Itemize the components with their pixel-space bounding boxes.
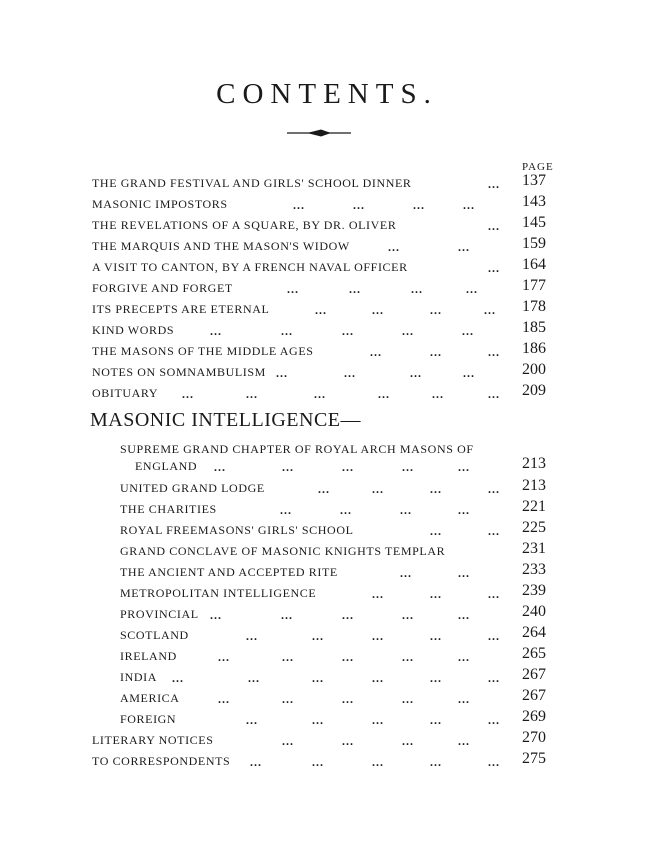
leader-dots: ... — [372, 629, 384, 643]
toc-entry-page: 159 — [522, 235, 546, 252]
leader-dots: ... — [353, 198, 365, 212]
leader-dots: ... — [400, 503, 412, 517]
leader-dots: ... — [458, 650, 470, 664]
toc-entry-title: A VISIT TO CANTON, BY A FRENCH NAVAL OFFICER — [92, 260, 408, 274]
leader-dots: ... — [372, 713, 384, 727]
toc-entry-page: 267 — [522, 687, 546, 704]
leader-dots: ... — [210, 608, 222, 622]
leader-dots: ... — [281, 324, 293, 338]
toc-entry-title: SCOTLAND — [120, 628, 189, 642]
toc-entry-title: PROVINCIAL — [120, 607, 199, 621]
leader-dots: ... — [342, 608, 354, 622]
leader-dots: ... — [488, 482, 500, 496]
toc-entry[interactable] — [0, 235, 654, 257]
leader-dots: ... — [342, 460, 354, 474]
toc-entry[interactable] — [0, 624, 654, 646]
toc-entry-title: TO CORRESPONDENTS — [92, 754, 231, 768]
leader-dots: ... — [372, 671, 384, 685]
toc-entry-title-continued: ENGLAND — [135, 459, 198, 473]
leader-dots: ... — [411, 282, 423, 296]
toc-entry-title: FOREIGN — [120, 712, 177, 726]
leader-dots: ... — [344, 366, 356, 380]
toc-entry[interactable] — [0, 172, 654, 194]
leader-dots: ... — [402, 734, 414, 748]
leader-dots: ... — [458, 734, 470, 748]
leader-dots: ... — [430, 587, 442, 601]
leader-dots: ... — [372, 482, 384, 496]
toc-entry-title: ITS PRECEPTS ARE ETERNAL — [92, 302, 270, 316]
leader-dots: ... — [282, 650, 294, 664]
toc-entry[interactable] — [0, 540, 654, 562]
leader-dots: ... — [466, 282, 478, 296]
leader-dots: ... — [182, 387, 194, 401]
leader-dots: ... — [340, 503, 352, 517]
toc-entry-page: 186 — [522, 340, 546, 357]
toc-entry[interactable] — [0, 561, 654, 583]
leader-dots: ... — [488, 671, 500, 685]
toc-entry-title: UNITED GRAND LODGE — [120, 481, 265, 495]
toc-entry-title: OBITUARY — [92, 386, 159, 400]
toc-entry[interactable] — [0, 193, 654, 215]
leader-dots: ... — [488, 177, 500, 191]
leader-dots: ... — [246, 387, 258, 401]
toc-entry[interactable] — [0, 214, 654, 236]
leader-dots: ... — [282, 692, 294, 706]
leader-dots: ... — [488, 219, 500, 233]
leader-dots: ... — [488, 587, 500, 601]
toc-entry-page: 143 — [522, 193, 546, 210]
toc-entry-page: 137 — [522, 172, 546, 189]
leader-dots: ... — [462, 324, 474, 338]
toc-entry-title: MASONIC IMPOSTORS — [92, 197, 228, 211]
toc-entry[interactable] — [0, 519, 654, 541]
toc-entry-page: 231 — [522, 540, 546, 557]
leader-dots: ... — [458, 566, 470, 580]
leader-dots: ... — [342, 324, 354, 338]
leader-dots: ... — [312, 671, 324, 685]
leader-dots: ... — [488, 345, 500, 359]
leader-dots: ... — [430, 671, 442, 685]
toc-entry-title: INDIA — [120, 670, 157, 684]
leader-dots: ... — [246, 713, 258, 727]
leader-dots: ... — [282, 460, 294, 474]
leader-dots: ... — [370, 345, 382, 359]
leader-dots: ... — [430, 303, 442, 317]
leader-dots: ... — [282, 734, 294, 748]
toc-entry[interactable] — [0, 750, 654, 772]
leader-dots: ... — [372, 755, 384, 769]
toc-entry-page: 233 — [522, 561, 546, 578]
toc-entry-title: THE ANCIENT AND ACCEPTED RITE — [120, 565, 338, 579]
leader-dots: ... — [318, 482, 330, 496]
toc-entry-page: 270 — [522, 729, 546, 746]
leader-dots: ... — [372, 303, 384, 317]
toc-entry-title: THE REVELATIONS OF A SQUARE, BY DR. OLIVER — [92, 218, 397, 232]
leader-dots: ... — [372, 587, 384, 601]
leader-dots: ... — [210, 324, 222, 338]
leader-dots: ... — [458, 608, 470, 622]
leader-dots: ... — [402, 460, 414, 474]
leader-dots: ... — [430, 629, 442, 643]
leader-dots: ... — [430, 482, 442, 496]
leader-dots: ... — [458, 692, 470, 706]
toc-entry-page: 145 — [522, 214, 546, 231]
toc-entry[interactable] — [0, 582, 654, 604]
toc-entry-page: 264 — [522, 624, 546, 641]
toc-entry[interactable] — [0, 277, 654, 299]
leader-dots: ... — [413, 198, 425, 212]
leader-dots: ... — [488, 713, 500, 727]
leader-dots: ... — [430, 524, 442, 538]
leader-dots: ... — [388, 240, 400, 254]
leader-dots: ... — [458, 503, 470, 517]
leader-dots: ... — [214, 460, 226, 474]
leader-dots: ... — [246, 629, 258, 643]
toc-entry-page: 269 — [522, 708, 546, 725]
toc-entry-title: SUPREME GRAND CHAPTER OF ROYAL ARCH MASONS OF — [120, 442, 474, 456]
leader-dots: ... — [312, 629, 324, 643]
toc-entry-title: THE GRAND FESTIVAL AND GIRLS' SCHOOL DINNER — [92, 176, 412, 190]
leader-dots: ... — [488, 755, 500, 769]
toc-entry-title: THE MARQUIS AND THE MASON'S WIDOW — [92, 239, 350, 253]
toc-entry-page: 200 — [522, 361, 546, 378]
leader-dots: ... — [400, 566, 412, 580]
leader-dots: ... — [312, 755, 324, 769]
toc-entry-page: 221 — [522, 498, 546, 515]
section-heading: MASONIC INTELLIGENCE— — [90, 409, 362, 431]
leader-dots: ... — [402, 324, 414, 338]
toc-entry-title: LITERARY NOTICES — [92, 733, 214, 747]
toc-entry-page: 213 — [522, 477, 546, 494]
leader-dots: ... — [172, 671, 184, 685]
leader-dots: ... — [432, 387, 444, 401]
toc-entry-page: 185 — [522, 319, 546, 336]
toc-entry[interactable] — [0, 708, 654, 730]
leader-dots: ... — [458, 460, 470, 474]
toc-entry-title: GRAND CONCLAVE OF MASONIC KNIGHTS TEMPLAR — [120, 544, 446, 558]
toc-entry-title: FORGIVE AND FORGET — [92, 281, 233, 295]
toc-entry[interactable] — [0, 256, 654, 278]
leader-dots: ... — [430, 345, 442, 359]
leader-dots: ... — [349, 282, 361, 296]
toc-entry-title: AMERICA — [120, 691, 180, 705]
leader-dots: ... — [488, 629, 500, 643]
leader-dots: ... — [488, 387, 500, 401]
toc-entry-page: 275 — [522, 750, 546, 767]
leader-dots: ... — [463, 198, 475, 212]
toc-entry[interactable] — [0, 361, 654, 383]
toc-entry[interactable] — [0, 498, 654, 520]
toc-entry-title: KIND WORDS — [92, 323, 175, 337]
leader-dots: ... — [293, 198, 305, 212]
leader-dots: ... — [402, 692, 414, 706]
toc-entry[interactable] — [0, 319, 654, 341]
leader-dots: ... — [281, 608, 293, 622]
toc-entry-page: 265 — [522, 645, 546, 662]
leader-dots: ... — [342, 650, 354, 664]
toc-entry[interactable] — [0, 298, 654, 320]
toc-entry[interactable] — [0, 603, 654, 625]
leader-dots: ... — [315, 303, 327, 317]
leader-dots: ... — [276, 366, 288, 380]
leader-dots: ... — [488, 524, 500, 538]
toc-entry[interactable] — [0, 340, 654, 362]
divider-ornament-icon — [287, 128, 351, 138]
leader-dots: ... — [463, 366, 475, 380]
page-title: CONTENTS. — [216, 78, 438, 110]
toc-entry[interactable] — [0, 687, 654, 709]
toc-entry-page: 177 — [522, 277, 546, 294]
toc-entry-page: 213 — [522, 455, 546, 472]
leader-dots: ... — [378, 387, 390, 401]
leader-dots: ... — [342, 734, 354, 748]
toc-entry[interactable] — [0, 645, 654, 667]
toc-entry-title: NOTES ON SOMNAMBULISM — [92, 365, 266, 379]
toc-entry-page: 164 — [522, 256, 546, 273]
toc-entry[interactable] — [0, 666, 654, 688]
leader-dots: ... — [312, 713, 324, 727]
toc-entry[interactable] — [0, 477, 654, 499]
leader-dots: ... — [280, 503, 292, 517]
leader-dots: ... — [314, 387, 326, 401]
leader-dots: ... — [248, 671, 260, 685]
leader-dots: ... — [250, 755, 262, 769]
toc-entry-title: IRELAND — [120, 649, 177, 663]
toc-entry-page: 225 — [522, 519, 546, 536]
toc-entry-title: THE CHARITIES — [120, 502, 217, 516]
toc-entry-title: ROYAL FREEMASONS' GIRLS' SCHOOL — [120, 523, 354, 537]
leader-dots: ... — [484, 303, 496, 317]
leader-dots: ... — [287, 282, 299, 296]
leader-dots: ... — [410, 366, 422, 380]
toc-entry[interactable] — [0, 729, 654, 751]
toc-entry[interactable] — [0, 455, 654, 477]
leader-dots: ... — [488, 261, 500, 275]
toc-entry-page: 267 — [522, 666, 546, 683]
toc-entry-title: METROPOLITAN INTELLIGENCE — [120, 586, 317, 600]
page-column-heading: PAGE — [522, 161, 554, 173]
toc-entry-page: 240 — [522, 603, 546, 620]
toc-entry-page: 209 — [522, 382, 546, 399]
leader-dots: ... — [218, 692, 230, 706]
leader-dots: ... — [402, 650, 414, 664]
leader-dots: ... — [458, 240, 470, 254]
toc-entry-title: THE MASONS OF THE MIDDLE AGES — [92, 344, 314, 358]
leader-dots: ... — [430, 755, 442, 769]
toc-entry-page: 178 — [522, 298, 546, 315]
toc-entry-page: 239 — [522, 582, 546, 599]
leader-dots: ... — [402, 608, 414, 622]
leader-dots: ... — [342, 692, 354, 706]
leader-dots: ... — [218, 650, 230, 664]
toc-entry[interactable] — [0, 382, 654, 404]
leader-dots: ... — [430, 713, 442, 727]
